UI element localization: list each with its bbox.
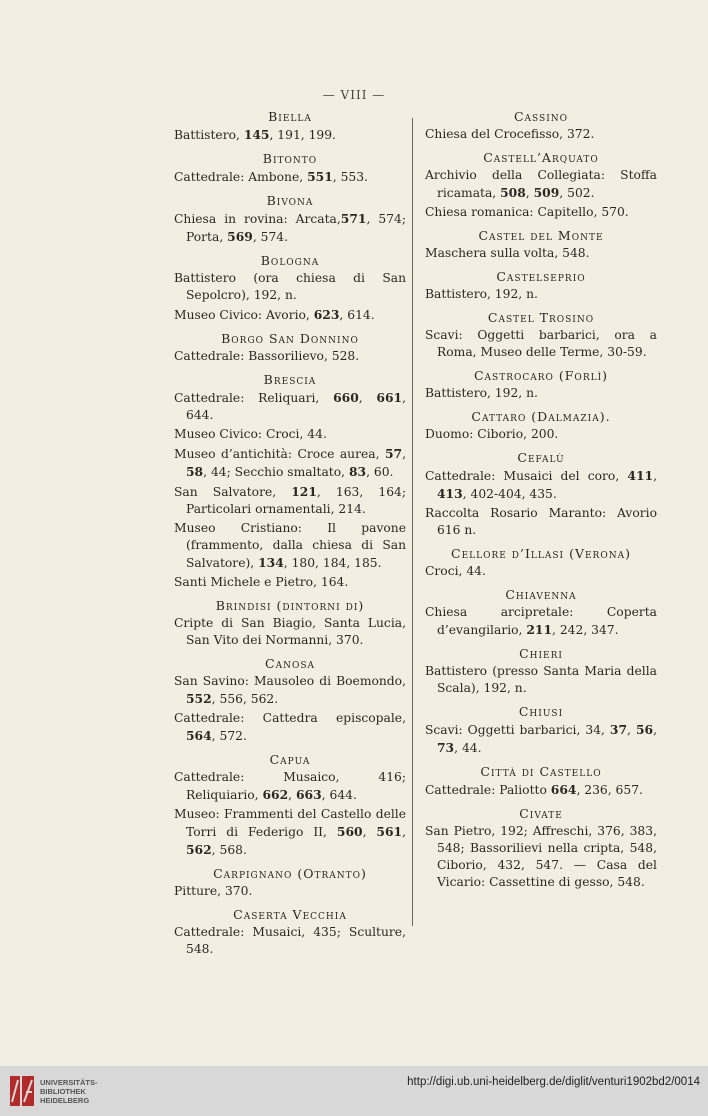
index-section <box>174 597 406 649</box>
illustration-ref: 562 <box>186 842 212 857</box>
entry-text: , <box>653 469 657 483</box>
index-entry <box>174 348 406 365</box>
entry-text: Cattedrale: Bassorilievo, 528. <box>174 349 360 363</box>
entry-text: Cattedrale: Musaici, 435; Sculture, 548. <box>174 925 406 956</box>
entry-text: Museo Civico: Croci, 44. <box>174 427 327 441</box>
illustration-ref: 508 <box>500 185 526 200</box>
index-entry <box>425 604 657 639</box>
page-number: — VIII — <box>322 88 386 102</box>
place-heading: Castel Trosino <box>487 310 595 325</box>
illustration-ref: 660 <box>333 390 359 405</box>
library-line-3: HEIDELBERG <box>40 1096 90 1105</box>
index-entry <box>174 168 406 186</box>
illustration-ref: 552 <box>186 691 212 706</box>
index-entry <box>174 883 406 900</box>
index-entry <box>174 710 406 745</box>
index-section <box>425 268 657 303</box>
entry-text: Chiesa del Crocefisso, 372. <box>425 127 595 141</box>
illustration-ref: 569 <box>227 229 253 244</box>
index-section <box>174 865 406 900</box>
index-section <box>425 586 657 639</box>
index-column-right <box>425 108 657 893</box>
index-entry <box>425 563 657 580</box>
entry-text: , <box>288 788 296 802</box>
place-heading: Brescia <box>263 372 317 387</box>
entry-text: Maschera sulla volta, 548. <box>425 246 590 260</box>
illustration-ref: 661 <box>376 390 403 405</box>
entry-text: , <box>627 723 636 737</box>
index-entry <box>174 806 406 859</box>
entry-text: , 402-404, 435. <box>462 487 557 501</box>
place-heading: Chiusi <box>518 704 564 719</box>
illustration-ref: 561 <box>376 824 403 839</box>
entry-text: , <box>525 186 534 200</box>
entry-text: , 644. <box>321 788 357 802</box>
index-entry <box>174 306 406 324</box>
place-heading: Borgo San Donnino <box>221 331 359 346</box>
index-section <box>425 805 657 891</box>
index-entry <box>425 126 657 143</box>
entry-text: Museo: Frammenti del Castello delle Torri di Federigo II, <box>174 807 406 839</box>
index-section <box>174 371 406 591</box>
index-entry <box>425 467 657 503</box>
illustration-ref: 73 <box>437 740 455 755</box>
entry-text: Cripte di San Biagio, Santa Lucia, San Vito dei Normanni, 370. <box>174 616 406 647</box>
university-logo-icon <box>8 1074 36 1108</box>
entry-text: , 572. <box>211 729 247 743</box>
entry-text: , 60. <box>366 465 394 479</box>
entry-text: , 44. <box>454 741 482 755</box>
index-entry <box>174 426 406 443</box>
place-heading: Chieri <box>519 646 563 661</box>
place-heading: Castrocaro (Forlì) <box>473 368 608 383</box>
entry-text: , <box>362 825 377 839</box>
footer-bar <box>0 1066 708 1116</box>
index-entry <box>425 245 657 262</box>
entry-text: Archivio della Collegiata: Stoffa ricamata, <box>425 168 657 200</box>
index-section <box>425 149 657 221</box>
illustration-ref: 57 <box>384 446 403 461</box>
illustration-ref: 551 <box>307 169 333 184</box>
place-heading: Cefalù <box>517 450 565 465</box>
place-heading: Bitonto <box>262 151 318 166</box>
index-entry <box>425 663 657 697</box>
entry-text: , 574; Porta, <box>186 212 406 244</box>
source-url-link[interactable]: http://digi.ub.uni-heidelberg.de/diglit/venturi1902bd2/0014 <box>407 1076 700 1088</box>
place-heading: Caserta Vecchia <box>233 907 347 922</box>
index-entry <box>425 781 657 799</box>
library-line-2: BIBLIOTHEK <box>40 1087 86 1096</box>
index-section <box>174 108 406 144</box>
entry-text: Chiesa romanica: Capitello, 570. <box>425 205 629 219</box>
entry-text: Cattedrale: Musaico, 416; Reliquiario, <box>174 770 406 802</box>
index-section <box>174 252 406 324</box>
illustration-ref: 211 <box>526 622 553 637</box>
entry-text: Duomo: Ciborio, 200. <box>425 427 559 441</box>
entry-text: Museo Civico: Avorio, <box>174 308 314 322</box>
index-entry <box>425 204 657 221</box>
entry-text: Cattedrale: Ambone, <box>174 170 308 184</box>
illustration-ref: 411 <box>627 468 654 483</box>
place-heading: Cattaro (Dalmazia). <box>471 409 611 424</box>
index-entry <box>425 385 657 402</box>
place-heading: Carpignano (Otranto) <box>213 866 367 881</box>
place-heading: Cellore d’Illasi (Verona) <box>451 546 631 561</box>
place-heading: Castelseprio <box>496 269 586 284</box>
entry-text: , 242, 347. <box>552 623 619 637</box>
entry-text: Scavi: Oggetti barbarici, 34, <box>425 723 610 737</box>
index-section <box>425 227 657 262</box>
illustration-ref: 664 <box>550 782 577 797</box>
index-entry <box>174 210 406 246</box>
illustration-ref: 56 <box>635 722 654 737</box>
index-section <box>174 751 406 859</box>
place-heading: Chiavenna <box>505 587 577 602</box>
place-heading: Castel del Monte <box>478 228 604 243</box>
index-entry <box>174 270 406 304</box>
entry-text: , 44; Secchio smaltato, <box>203 465 349 479</box>
index-section <box>425 309 657 361</box>
entry-text: Battistero (presso Santa Maria della Scala), 192, n. <box>425 664 657 695</box>
place-heading: Bologna <box>260 253 320 268</box>
index-entry <box>174 574 406 591</box>
entry-text: Battistero, 192, n. <box>425 287 538 301</box>
entry-text: , <box>402 447 406 461</box>
entry-text: , 163, 164; Particolari ornamentali, 214. <box>186 485 406 516</box>
entry-text: San Salvatore, <box>174 485 292 499</box>
illustration-ref: 560 <box>336 824 363 839</box>
entry-text: Cattedrale: Cattedra episcopale, <box>174 711 406 725</box>
illustration-ref: 413 <box>437 486 463 501</box>
illustration-ref: 37 <box>609 722 628 737</box>
index-entry <box>425 721 657 757</box>
entry-text: Cattedrale: Musaici del coro, <box>425 469 628 483</box>
index-section <box>425 367 657 402</box>
index-entry <box>174 769 406 804</box>
library-name <box>40 1078 98 1105</box>
entry-text: , 644. <box>186 391 406 422</box>
place-heading: Canosa <box>265 656 315 671</box>
entry-text: Battistero, 192, n. <box>425 386 538 400</box>
index-section <box>425 703 657 757</box>
column-divider <box>412 118 413 926</box>
index-entry <box>174 924 406 958</box>
entry-text: Chiesa arcipretale: Coperta d’evangilario, <box>425 605 657 637</box>
entry-text: , 191, 199. <box>269 128 336 142</box>
index-entry <box>174 483 406 518</box>
place-heading: Città di Castello <box>480 764 602 779</box>
index-entry <box>425 823 657 891</box>
entry-text: , <box>402 825 406 839</box>
place-heading: Brindisi (dintorni di) <box>215 598 365 613</box>
illustration-ref: 509 <box>533 185 560 200</box>
index-section <box>174 655 406 745</box>
entry-text: Museo Cristiano: Il pavone (frammento, dalla chiesa di San Salvatore), <box>174 521 406 570</box>
entry-text: , 556, 562. <box>211 692 279 706</box>
index-entry <box>425 167 657 202</box>
index-section <box>425 545 657 580</box>
entry-text: Raccolta Rosario Maranto: Avorio 616 n. <box>425 506 657 537</box>
entry-text: Battistero (ora chiesa di San Sepolcro), 192, n. <box>174 271 406 302</box>
entry-text: , 614. <box>339 308 375 322</box>
index-section <box>174 192 406 246</box>
index-section <box>425 645 657 697</box>
entry-text: Croci, 44. <box>425 564 486 578</box>
place-heading: Biella <box>268 109 312 124</box>
entry-text: , 574. <box>252 230 289 244</box>
entry-text: Scavi: Oggetti barbarici, ora a Roma, Museo delle Terme, 30-59. <box>425 328 657 359</box>
index-entry <box>425 327 657 361</box>
illustration-ref: 145 <box>243 127 270 142</box>
index-entry <box>174 126 406 144</box>
illustration-ref: 121 <box>291 484 317 499</box>
illustration-ref: 134 <box>258 555 284 570</box>
place-heading: Civate <box>519 806 563 821</box>
entry-text: Battistero, <box>174 128 244 142</box>
place-heading: Bivona <box>266 193 314 208</box>
place-heading: Cassino <box>513 109 569 124</box>
entry-text: , 502. <box>559 186 595 200</box>
entry-text: San Pietro, 192; Affreschi, 376, 383, 548; Bassorilievi nella cripta, 548, Ciborio, 432, 547. — Casa del Vicario: Cassettine di gesso, 548. <box>425 824 657 889</box>
entry-text: , <box>358 391 377 405</box>
index-entry <box>174 615 406 649</box>
illustration-ref: 564 <box>186 728 212 743</box>
index-section <box>425 108 657 143</box>
entry-text: Pitture, 370. <box>174 884 253 898</box>
illustration-ref: 571 <box>340 211 367 226</box>
index-section <box>425 763 657 799</box>
index-entry <box>425 426 657 443</box>
index-entry <box>425 286 657 303</box>
entry-text: , <box>653 723 657 737</box>
index-section <box>174 906 406 958</box>
index-section <box>425 408 657 443</box>
entry-text: Chiesa in rovina: Arcata, <box>174 212 341 226</box>
entry-text: , 553. <box>332 170 368 184</box>
place-heading: Castell’Arquato <box>483 150 599 165</box>
entry-text: San Savino: Mausoleo di Boemondo, <box>174 674 406 688</box>
place-heading: Capua <box>269 752 311 767</box>
illustration-ref: 83 <box>348 464 367 479</box>
index-section <box>425 449 657 539</box>
entry-text: , 568. <box>211 843 247 857</box>
entry-text: , 236, 657. <box>576 783 643 797</box>
entry-text: , 180, 184, 185. <box>283 556 382 570</box>
illustration-ref: 623 <box>313 307 340 322</box>
entry-text: Museo d’antichità: Croce aurea, <box>174 447 385 461</box>
entry-text: Cattedrale: Paliotto <box>425 783 551 797</box>
index-section <box>174 150 406 186</box>
index-entry <box>174 389 406 424</box>
index-entry <box>425 505 657 539</box>
index-column-left <box>174 108 406 960</box>
index-entry <box>174 673 406 708</box>
index-section <box>174 330 406 365</box>
index-entry <box>174 445 406 481</box>
illustration-ref: 58 <box>186 464 204 479</box>
illustration-ref: 662 <box>262 787 289 802</box>
illustration-ref: 663 <box>296 787 322 802</box>
library-line-1: UNIVERSITÄTS- <box>40 1078 98 1087</box>
index-entry <box>174 520 406 572</box>
entry-text: Santi Michele e Pietro, 164. <box>174 575 349 589</box>
entry-text: Cattedrale: Reliquari, <box>174 391 334 405</box>
